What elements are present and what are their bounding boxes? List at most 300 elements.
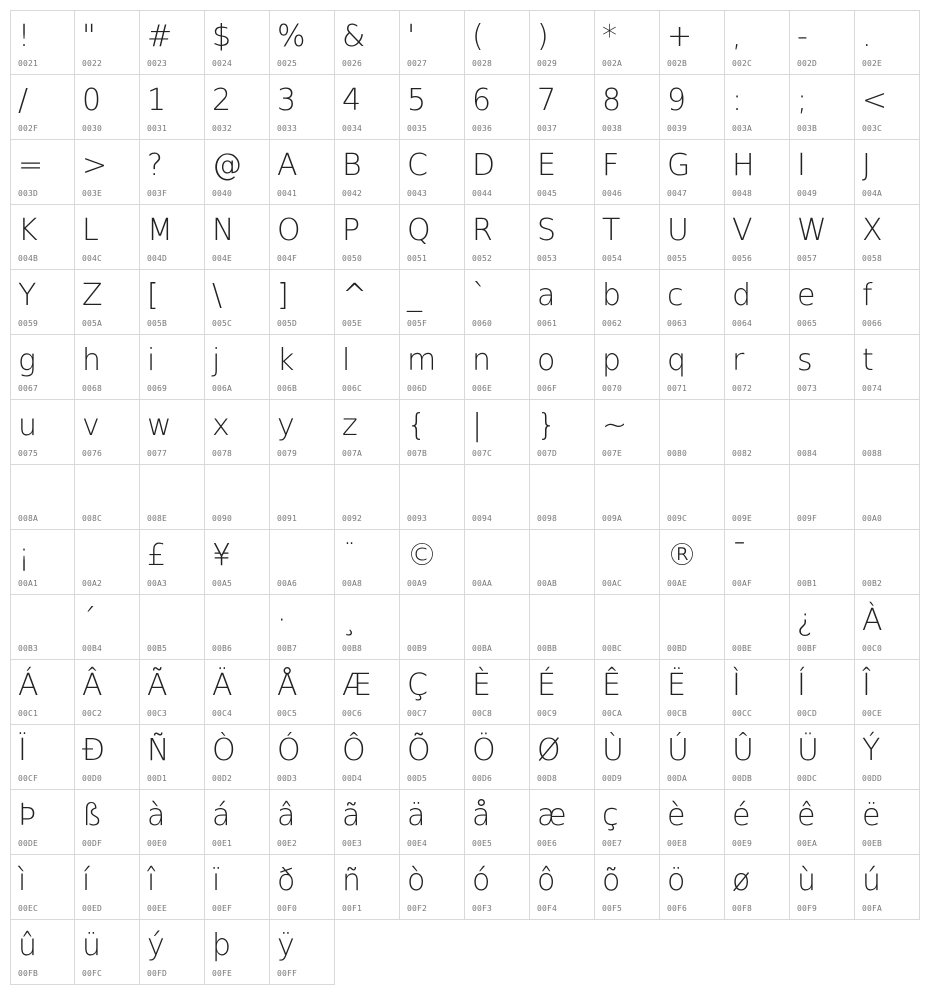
glyph-sample: ç	[602, 798, 619, 833]
codepoint-label: 00C6	[342, 709, 363, 718]
glyph-sample: 2	[212, 83, 232, 118]
codepoint-label: 002C	[732, 59, 753, 68]
codepoint-label: 00FE	[212, 969, 233, 978]
glyph-sample: Ó	[277, 733, 301, 768]
codepoint-label: 00CB	[667, 709, 688, 718]
codepoint-label: 00D6	[472, 774, 493, 783]
codepoint-label: 0092	[342, 514, 363, 523]
glyph-cell	[75, 725, 140, 790]
glyph-cell	[400, 335, 465, 400]
glyph-cell	[335, 400, 400, 465]
codepoint-label: 003C	[862, 124, 883, 133]
glyph-sample: g	[18, 343, 37, 378]
codepoint-label: 00E7	[602, 839, 623, 848]
glyph-sample: ´	[82, 603, 97, 638]
glyph-cell	[790, 530, 855, 595]
glyph-cell	[725, 725, 790, 790]
glyph-sample: (	[472, 19, 484, 54]
glyph-cell	[270, 855, 335, 920]
glyph-cell	[10, 530, 75, 595]
glyph-cell	[335, 335, 400, 400]
glyph-sample: +	[667, 19, 693, 54]
glyph-cell	[530, 205, 595, 270]
glyph-sample: Æ	[342, 668, 372, 703]
glyph-cell	[595, 335, 660, 400]
codepoint-label: 00ED	[82, 904, 103, 913]
glyph-cell	[270, 660, 335, 725]
codepoint-label: 00D2	[212, 774, 233, 783]
glyph-cell	[335, 660, 400, 725]
codepoint-label: 00F3	[472, 904, 493, 913]
glyph-sample: ö	[667, 863, 686, 898]
glyph-cell	[10, 400, 75, 465]
codepoint-label: 0054	[602, 254, 623, 263]
codepoint-label: 004F	[277, 254, 298, 263]
codepoint-label: 00B2	[862, 579, 883, 588]
codepoint-label: 003B	[797, 124, 818, 133]
glyph-cell	[595, 725, 660, 790]
codepoint-label: 00C8	[472, 709, 493, 718]
glyph-sample: Í	[797, 668, 806, 703]
glyph-sample: i	[147, 343, 156, 378]
glyph-cell	[790, 725, 855, 790]
glyph-sample: =	[18, 148, 44, 183]
codepoint-label: 00D8	[537, 774, 558, 783]
glyph-sample: ä	[407, 798, 426, 833]
glyph-sample: @	[212, 148, 242, 183]
glyph-sample: 5	[407, 83, 427, 118]
glyph-cell	[660, 530, 725, 595]
glyph-cell	[205, 660, 270, 725]
codepoint-label: 00A1	[18, 579, 39, 588]
glyph-cell	[725, 595, 790, 660]
glyph-sample: :	[732, 83, 743, 118]
codepoint-label: 0073	[797, 384, 818, 393]
glyph-cell	[465, 465, 530, 530]
glyph-cell	[530, 75, 595, 140]
glyph-cell	[75, 920, 140, 985]
glyph-sample: î	[147, 863, 156, 898]
codepoint-label: 00A9	[407, 579, 428, 588]
codepoint-label: 0053	[537, 254, 558, 263]
glyph-sample: ®	[667, 538, 697, 573]
glyph-cell	[660, 595, 725, 660]
codepoint-label: 00A6	[277, 579, 298, 588]
glyph-sample: n	[472, 343, 492, 378]
glyph-sample: v	[82, 408, 100, 443]
glyph-cell	[660, 400, 725, 465]
codepoint-label: 004E	[212, 254, 233, 263]
glyph-cell	[205, 790, 270, 855]
codepoint-label: 0065	[797, 319, 818, 328]
glyph-sample: k	[277, 343, 295, 378]
glyph-cell	[75, 790, 140, 855]
glyph-cell	[530, 660, 595, 725]
glyph-sample: È	[472, 668, 491, 703]
codepoint-label: 0027	[407, 59, 428, 68]
codepoint-label: 008A	[18, 514, 39, 523]
codepoint-label: 0056	[732, 254, 753, 263]
glyph-cell	[140, 140, 205, 205]
glyph-cell	[790, 10, 855, 75]
glyph-sample: Ç	[407, 668, 428, 703]
glyph-cell	[270, 205, 335, 270]
codepoint-label: 00EE	[147, 904, 168, 913]
codepoint-label: 002A	[602, 59, 623, 68]
glyph-sample: Ñ	[147, 733, 170, 768]
glyph-cell	[335, 725, 400, 790]
codepoint-label: 00A5	[212, 579, 233, 588]
codepoint-label: 0093	[407, 514, 428, 523]
glyph-sample: Ã	[147, 668, 168, 703]
codepoint-label: 0057	[797, 254, 818, 263]
codepoint-label: 00C3	[147, 709, 168, 718]
glyph-cell	[530, 270, 595, 335]
glyph-sample: l	[342, 343, 351, 378]
codepoint-label: 0042	[342, 189, 363, 198]
codepoint-label: 0038	[602, 124, 623, 133]
codepoint-label: 00FC	[82, 969, 103, 978]
glyph-cell	[140, 790, 205, 855]
codepoint-label: 00F1	[342, 904, 363, 913]
glyph-cell	[10, 595, 75, 660]
codepoint-label: 0029	[537, 59, 558, 68]
codepoint-label: 0033	[277, 124, 298, 133]
codepoint-label: 0041	[277, 189, 298, 198]
codepoint-label: 005B	[147, 319, 168, 328]
glyph-cell	[10, 790, 75, 855]
codepoint-label: 004A	[862, 189, 883, 198]
codepoint-label: 00D5	[407, 774, 428, 783]
glyph-sample: Ò	[212, 733, 236, 768]
glyph-sample: C	[407, 148, 428, 183]
glyph-cell	[400, 790, 465, 855]
codepoint-label: 0051	[407, 254, 428, 263]
glyph-sample: ,	[732, 19, 742, 54]
glyph-cell	[530, 465, 595, 530]
glyph-cell	[660, 75, 725, 140]
glyph-cell	[400, 660, 465, 725]
codepoint-label: 00E8	[667, 839, 688, 848]
codepoint-label: 0028	[472, 59, 493, 68]
codepoint-label: 0077	[147, 449, 168, 458]
glyph-sample: .	[862, 19, 872, 54]
glyph-sample: Î	[862, 668, 871, 703]
glyph-cell	[75, 530, 140, 595]
glyph-sample: Ú	[667, 733, 689, 768]
glyph-cell	[205, 855, 270, 920]
glyph-cell	[855, 530, 920, 595]
glyph-sample: s	[797, 343, 813, 378]
glyph-cell	[400, 530, 465, 595]
glyph-cell	[595, 205, 660, 270]
glyph-cell	[75, 205, 140, 270]
glyph-cell	[75, 140, 140, 205]
glyph-sample: !	[18, 19, 31, 54]
codepoint-label: 00F9	[797, 904, 818, 913]
glyph-cell	[595, 855, 660, 920]
codepoint-label: 003E	[82, 189, 103, 198]
glyph-cell	[270, 920, 335, 985]
glyph-sample: Ä	[212, 668, 233, 703]
glyph-cell	[400, 725, 465, 790]
glyph-cell	[140, 725, 205, 790]
glyph-cell	[725, 530, 790, 595]
codepoint-label: 0070	[602, 384, 623, 393]
glyph-cell	[10, 75, 75, 140]
glyph-cell	[465, 270, 530, 335]
glyph-sample: Z	[82, 278, 103, 313]
codepoint-label: 00AC	[602, 579, 623, 588]
glyph-cell	[140, 465, 205, 530]
glyph-cell	[660, 10, 725, 75]
glyph-cell	[270, 465, 335, 530]
codepoint-label: 00E6	[537, 839, 558, 848]
codepoint-label: 0022	[82, 59, 103, 68]
glyph-sample: ø	[732, 863, 751, 898]
codepoint-label: 00BF	[797, 644, 818, 653]
glyph-cell	[335, 530, 400, 595]
codepoint-label: 004B	[18, 254, 39, 263]
glyph-cell	[205, 10, 270, 75]
codepoint-label: 002E	[862, 59, 883, 68]
codepoint-label: 006C	[342, 384, 363, 393]
codepoint-label: 00F8	[732, 904, 753, 913]
codepoint-label: 003A	[732, 124, 753, 133]
codepoint-label: 0064	[732, 319, 753, 328]
glyph-cell	[790, 465, 855, 530]
codepoint-label: 0025	[277, 59, 298, 68]
codepoint-label: 009A	[602, 514, 623, 523]
codepoint-label: 00E5	[472, 839, 493, 848]
glyph-cell	[465, 790, 530, 855]
codepoint-label: 0031	[147, 124, 168, 133]
glyph-cell	[465, 205, 530, 270]
glyph-cell	[595, 530, 660, 595]
codepoint-label: 00C2	[82, 709, 103, 718]
glyph-cell	[790, 75, 855, 140]
glyph-sample: z	[342, 408, 358, 443]
glyph-cell	[75, 75, 140, 140]
glyph-cell	[855, 725, 920, 790]
codepoint-label: 0048	[732, 189, 753, 198]
glyph-cell	[10, 855, 75, 920]
codepoint-label: 00D3	[277, 774, 298, 783]
glyph-sample: I	[797, 148, 806, 183]
glyph-sample: |	[472, 408, 483, 443]
glyph-sample: ¨	[342, 538, 357, 573]
codepoint-label: 007D	[537, 449, 558, 458]
glyph-sample: b	[602, 278, 622, 313]
glyph-cell	[335, 205, 400, 270]
glyph-cell	[465, 10, 530, 75]
codepoint-label: 0079	[277, 449, 298, 458]
codepoint-label: 0035	[407, 124, 428, 133]
glyph-cell	[465, 75, 530, 140]
glyph-sample: ¡	[18, 538, 31, 573]
codepoint-label: 00AB	[537, 579, 558, 588]
glyph-sample: t	[862, 343, 874, 378]
glyph-sample: m	[407, 343, 437, 378]
glyph-sample: X	[862, 213, 883, 248]
glyph-sample: ú	[862, 863, 882, 898]
glyph-cell	[465, 725, 530, 790]
glyph-sample: $	[212, 19, 232, 54]
glyph-cell	[855, 465, 920, 530]
glyph-cell	[140, 530, 205, 595]
glyph-cell	[725, 335, 790, 400]
codepoint-label: 006B	[277, 384, 298, 393]
codepoint-label: 00FB	[18, 969, 39, 978]
glyph-cell	[660, 725, 725, 790]
glyph-sample: e	[797, 278, 816, 313]
codepoint-label: 00A0	[862, 514, 883, 523]
glyph-cell	[855, 140, 920, 205]
codepoint-label: 00C9	[537, 709, 558, 718]
glyph-sample: G	[667, 148, 691, 183]
codepoint-label: 00B9	[407, 644, 428, 653]
glyph-cell	[725, 270, 790, 335]
codepoint-label: 007B	[407, 449, 428, 458]
glyph-cell	[465, 335, 530, 400]
glyph-cell	[855, 10, 920, 75]
glyph-sample: 1	[147, 83, 167, 118]
codepoint-label: 00F5	[602, 904, 623, 913]
codepoint-label: 0080	[667, 449, 688, 458]
glyph-sample: ü	[82, 928, 102, 963]
glyph-cell	[400, 270, 465, 335]
glyph-sample: í	[82, 863, 91, 898]
codepoint-label: 006D	[407, 384, 428, 393]
glyph-cell	[205, 530, 270, 595]
glyph-cell	[595, 270, 660, 335]
glyph-sample: L	[82, 213, 99, 248]
codepoint-label: 0084	[797, 449, 818, 458]
glyph-cell	[660, 140, 725, 205]
glyph-cell	[270, 335, 335, 400]
glyph-sample: ^	[342, 278, 368, 313]
glyph-cell	[595, 595, 660, 660]
glyph-cell	[530, 530, 595, 595]
glyph-cell	[530, 595, 595, 660]
glyph-cell	[595, 140, 660, 205]
codepoint-label: 0078	[212, 449, 233, 458]
glyph-sample: x	[212, 408, 230, 443]
glyph-sample: Ù	[602, 733, 624, 768]
codepoint-label: 0059	[18, 319, 39, 328]
codepoint-label: 00C4	[212, 709, 233, 718]
glyph-cell	[855, 270, 920, 335]
glyph-cell	[205, 270, 270, 335]
glyph-sample: A	[277, 148, 298, 183]
glyph-cell	[270, 530, 335, 595]
glyph-cell	[725, 75, 790, 140]
glyph-sample: #	[147, 19, 173, 54]
codepoint-label: 006A	[212, 384, 233, 393]
codepoint-label: 00BB	[537, 644, 558, 653]
glyph-cell	[10, 270, 75, 335]
codepoint-label: 00EB	[862, 839, 883, 848]
glyph-cell	[335, 855, 400, 920]
glyph-cell	[790, 205, 855, 270]
glyph-cell	[595, 465, 660, 530]
glyph-cell	[10, 10, 75, 75]
glyph-cell	[400, 855, 465, 920]
codepoint-label: 00BE	[732, 644, 753, 653]
glyph-sample: '	[407, 19, 416, 54]
glyph-sample: ¯	[732, 538, 747, 573]
codepoint-label: 00F0	[277, 904, 298, 913]
glyph-cell	[855, 400, 920, 465]
codepoint-label: 00DF	[82, 839, 103, 848]
glyph-cell	[335, 790, 400, 855]
codepoint-label: 00B1	[797, 579, 818, 588]
glyph-sample: T	[602, 213, 621, 248]
codepoint-label: 00BA	[472, 644, 493, 653]
glyph-cell	[530, 790, 595, 855]
glyph-sample: ë	[862, 798, 881, 833]
glyph-sample: E	[537, 148, 556, 183]
codepoint-label: 00FA	[862, 904, 883, 913]
glyph-sample: R	[472, 213, 493, 248]
glyph-cell	[400, 140, 465, 205]
glyph-sample: >	[82, 148, 108, 183]
glyph-sample: ù	[797, 863, 817, 898]
codepoint-label: 00E9	[732, 839, 753, 848]
glyph-sample: }	[537, 408, 557, 443]
glyph-sample: Û	[732, 733, 754, 768]
glyph-cell	[465, 530, 530, 595]
glyph-sample: D	[472, 148, 496, 183]
glyph-sample: Ê	[602, 668, 621, 703]
codepoint-label: 005F	[407, 319, 428, 328]
glyph-cell	[140, 10, 205, 75]
glyph-sample: Ø	[537, 733, 561, 768]
glyph-cell	[75, 335, 140, 400]
glyph-cell	[205, 595, 270, 660]
codepoint-label: 0036	[472, 124, 493, 133]
glyph-cell	[205, 465, 270, 530]
glyph-cell	[205, 140, 270, 205]
glyph-cell	[205, 75, 270, 140]
glyph-cell	[270, 140, 335, 205]
glyph-cell	[270, 270, 335, 335]
codepoint-label: 00F4	[537, 904, 558, 913]
glyph-sample: f	[862, 278, 873, 313]
codepoint-label: 00CE	[862, 709, 883, 718]
codepoint-label: 00D1	[147, 774, 168, 783]
glyph-sample: æ	[537, 798, 567, 833]
codepoint-label: 0063	[667, 319, 688, 328]
codepoint-label: 00E3	[342, 839, 363, 848]
glyph-cell	[595, 10, 660, 75]
codepoint-label: 0098	[537, 514, 558, 523]
codepoint-label: 0062	[602, 319, 623, 328]
glyph-cell	[465, 660, 530, 725]
glyph-sample: <	[862, 83, 888, 118]
glyph-sample: O	[277, 213, 301, 248]
glyph-sample: w	[147, 408, 172, 443]
character-map-grid	[10, 10, 920, 985]
codepoint-label: 008E	[147, 514, 168, 523]
glyph-cell	[725, 660, 790, 725]
codepoint-label: 00BC	[602, 644, 623, 653]
codepoint-label: 00FF	[277, 969, 298, 978]
glyph-cell	[855, 855, 920, 920]
glyph-sample: û	[18, 928, 38, 963]
glyph-sample: Å	[277, 668, 298, 703]
glyph-sample: ï	[212, 863, 221, 898]
